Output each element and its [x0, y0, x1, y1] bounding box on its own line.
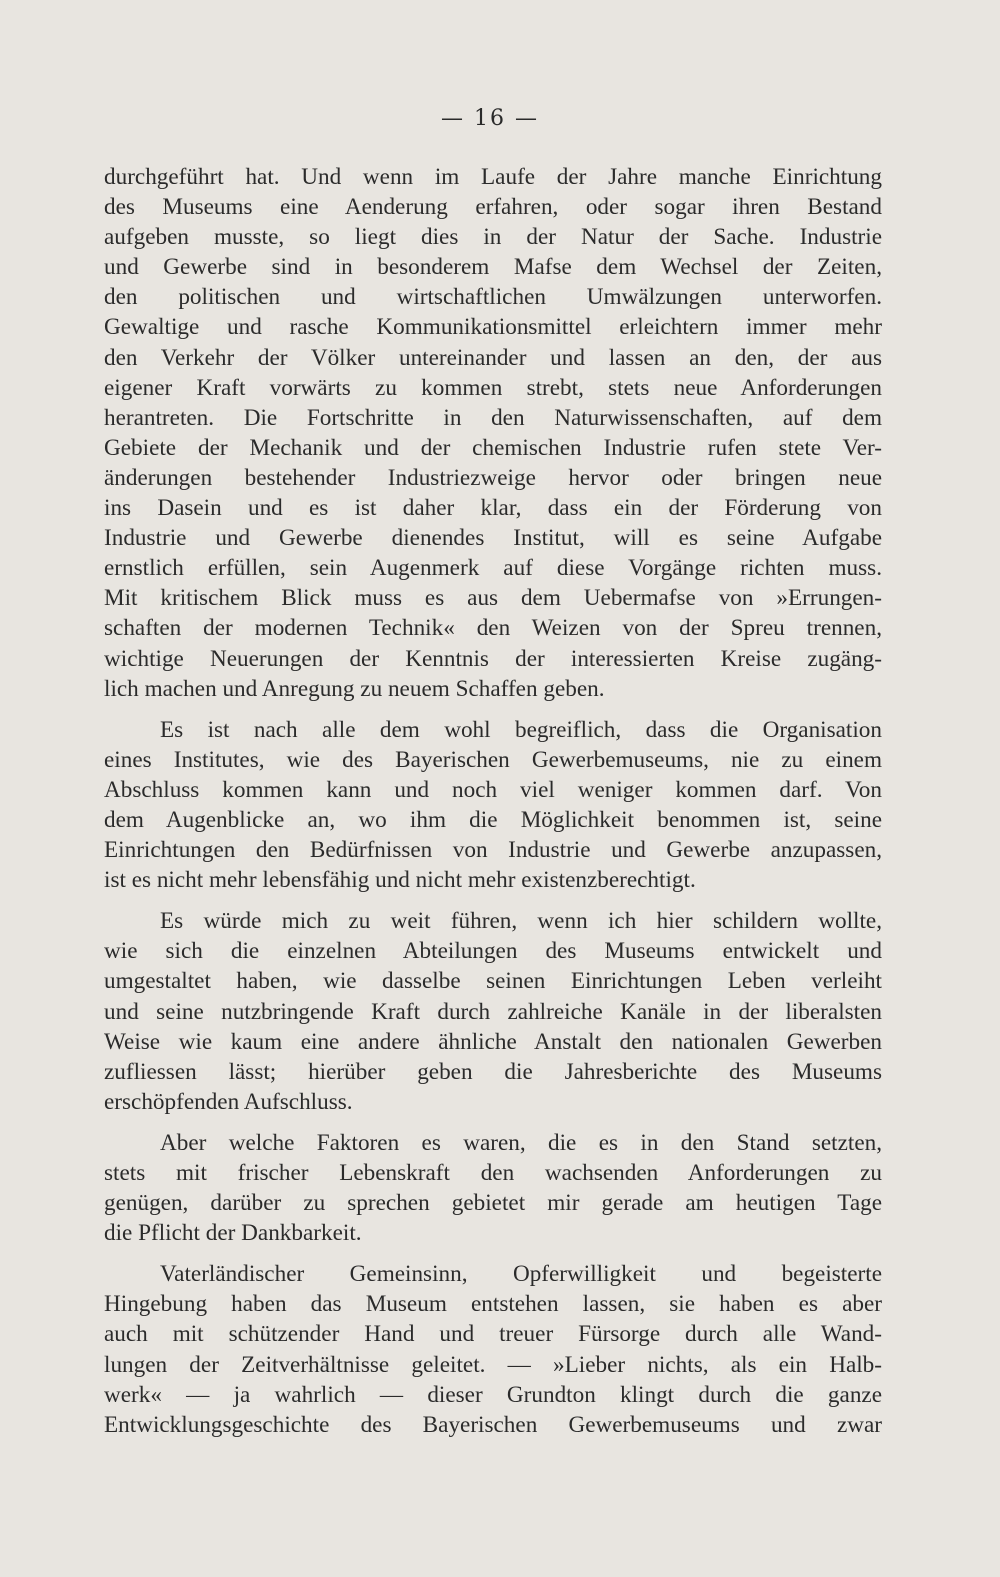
- text-line: umgestaltet haben, wie dasselbe seinen Einrichtungen Leben verleiht: [104, 968, 882, 995]
- text-line: dem Augenblicke an, wo ihm die Möglichkeit benommen ist, seine: [104, 806, 882, 833]
- text-line: wichtige Neuerungen der Kenntnis der interessierten Kreise zugäng-: [104, 645, 882, 672]
- text-line: herantreten. Die Fortschritte in den Naturwissenschaften, auf dem: [104, 404, 882, 431]
- text-line: eigener Kraft vorwärts zu kommen strebt, stets neue Anforderungen: [104, 374, 882, 401]
- text-line: Industrie und Gewerbe dienendes Institut, will es seine Aufgabe: [104, 525, 882, 552]
- text-line: Gebiete der Mechanik und der chemischen Industrie rufen stete Ver-: [104, 434, 882, 461]
- text-line: auch mit schützender Hand und treuer Fürsorge durch alle Wand-: [104, 1321, 882, 1348]
- text-line: stets mit frischer Lebenskraft den wachsenden Anforderungen zu: [104, 1160, 882, 1186]
- text-line: Es würde mich zu weit führen, wenn ich hier schildern wollte,: [160, 908, 882, 935]
- text-line: durchgeführt hat. Und wenn im Laufe der Jahre manche Einrichtung: [104, 164, 882, 190]
- text-line: ist es nicht mehr lebensfähig und nicht mehr existenzberechtigt.: [104, 867, 696, 894]
- text-line: Gewaltige und rasche Kommunikationsmittel erleichtern immer mehr: [104, 314, 882, 341]
- text-line: schaften der modernen Technik« den Weizen von der Spreu trennen,: [104, 615, 882, 642]
- text-line: Weise wie kaum eine andere ähnliche Anstalt den nationalen Gewerben: [104, 1028, 882, 1055]
- text-line: den politischen und wirtschaftlichen Umwälzungen unterworfen.: [104, 284, 882, 311]
- text-line: lungen der Zeitverhältnisse geleitet. — »Lieber nichts, als ein Halb-: [104, 1351, 882, 1378]
- paragraph-3: [104, 906, 882, 1117]
- text-line: und seine nutzbringende Kraft durch zahlreiche Kanäle in der liberalsten: [104, 998, 882, 1025]
- text-line: ernstlich erfüllen, sein Augenmerk auf diese Vorgänge richten muss.: [104, 555, 882, 582]
- paragraph-1: [104, 162, 882, 704]
- text-line: Mit kritischem Blick muss es aus dem Uebermafse von »Errungen-: [104, 585, 882, 612]
- text-line: zufliessen lässt; hierüber geben die Jahresberichte des Museums: [104, 1058, 882, 1085]
- text-line: die Pflicht der Dankbarkeit.: [104, 1220, 362, 1247]
- text-line: lich machen und Anregung zu neuem Schaffen geben.: [104, 675, 605, 702]
- text-line: Es ist nach alle dem wohl begreiflich, dass die Organisation: [160, 716, 882, 743]
- text-line: wie sich die einzelnen Abteilungen des Museums entwickelt und: [104, 938, 882, 965]
- text-line: aufgeben musste, so liegt dies in der Natur der Sache. Industrie: [104, 224, 882, 251]
- text-line: Einrichtungen den Bedürfnissen von Industrie und Gewerbe anzupassen,: [104, 837, 882, 864]
- text-line: erschöpfenden Aufschluss.: [104, 1088, 353, 1115]
- paragraph-2: [104, 715, 882, 896]
- body-text: [104, 162, 882, 1451]
- text-line: des Museums eine Aenderung erfahren, oder sogar ihren Bestand: [104, 194, 882, 221]
- text-line: und Gewerbe sind in besonderem Mafse dem Wechsel der Zeiten,: [104, 254, 882, 281]
- paragraph-5: [104, 1259, 882, 1440]
- text-line: Entwicklungsgeschichte des Bayerischen Gewerbemuseums und zwar: [104, 1411, 882, 1438]
- text-line: ins Dasein und es ist daher klar, dass ein der Förderung von: [104, 495, 882, 522]
- text-line: genügen, darüber zu sprechen gebietet mir gerade am heutigen Tage: [104, 1190, 882, 1217]
- text-line: werk« — ja wahrlich — dieser Grundton klingt durch die ganze: [104, 1381, 882, 1408]
- text-line: änderungen bestehender Industriezweige hervor oder bringen neue: [104, 464, 882, 491]
- text-line: Aber welche Faktoren es waren, die es in den Stand setzten,: [160, 1129, 882, 1156]
- text-line: Vaterländischer Gemeinsinn, Opferwilligkeit und begeisterte: [160, 1261, 882, 1288]
- text-line: eines Institutes, wie des Bayerischen Gewerbemuseums, nie zu einem: [104, 746, 882, 773]
- page-number: — 16 —: [441, 106, 539, 131]
- text-line: Hingebung haben das Museum entstehen lassen, sie haben es aber: [104, 1291, 882, 1318]
- text-line: den Verkehr der Völker untereinander und lassen an den, der aus: [104, 344, 882, 371]
- paragraph-4: [104, 1128, 882, 1248]
- text-line: Abschluss kommen kann und noch viel weniger kommen darf. Von: [104, 776, 882, 803]
